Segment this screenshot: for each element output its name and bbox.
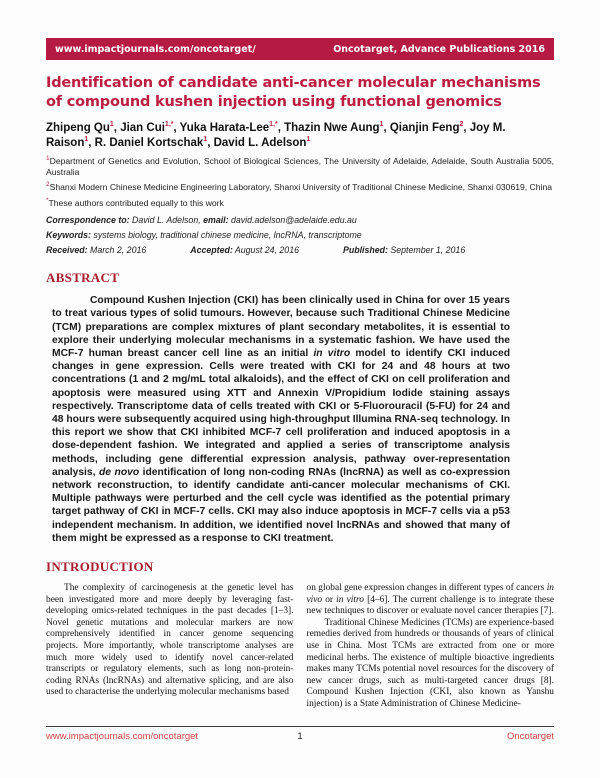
abstract-text: Compound Kushen Injection (CKI) has been clinically used in China for over 15 years to treat various types of solid tumours. However, because such Traditional Chinese Medicine (TCM) preparations are complex mixtures of plant secondary metabolites, it is essential to explore their underlying molecular mechanisms in a systematic fashion. We have used the MCF-7 human breast cancer cell line as an initial in vitro model to identify CKI induced changes in gene expression. Cells were treated with CKI for 24 and 48 hours at two concentrations (1 and 2 mg/mL total alkaloids), and the effect of CKI on cell proliferation and apoptosis were measured using XTT and Annexin V/Propidium Iodide staining assays respectively. Transcriptome data of cells treated with CKI or 5-Fluorouracil (5-FU) for 24 and 48 hours were subsequently acquired using high-throughput Illumina RNA-seq technology. In this report we show that CKI inhibited MCF-7 cell proliferation and induced apoptosis in a dose-dependent fashion. We integrated and applied a series of transcriptome analysis methods, including gene differential expression analysis, pathway over-representation analysis, de novo identification of long non-coding RNAs (lncRNA) as well as co-expression network reconstruction, to identify candidate anti-cancer molecular mechanisms of CKI. Multiple pathways were perturbed and the cell cycle was identified as the potential primary target pathway of CKI in MCF-7 cells. CKI may also induce apoptosis in MCF-7 cells via a p53 independent mechanism. In addition, we identified novel lncRNAs and showed that many of them might be expressed as a response to CKI treatment.	[52, 295, 510, 544]
author-affiliation-marker: 1	[306, 135, 311, 143]
journal-header-bar	[46, 38, 554, 60]
abstract-heading: ABSTRACT	[46, 270, 120, 286]
affiliations-list	[46, 156, 554, 208]
footer-rule	[46, 726, 554, 727]
right-column	[307, 583, 555, 711]
author-affiliation-marker: 1	[109, 121, 114, 129]
affiliation-line: $^2$Shanxi Modern Chinese Medicine Engineering Laboratory, Shanxi University of Traditional Chinese Medicine, Shanxi 030619, China	[46, 181, 553, 192]
page-number: 1	[297, 731, 303, 742]
footer-journal-label: Oncotarget	[507, 731, 554, 742]
author-affiliation-marker: 1,*	[164, 121, 174, 129]
author-affiliation-marker: 1	[84, 135, 89, 143]
date-item: Received: March 2, 2016	[46, 245, 147, 256]
dates-line	[46, 246, 554, 256]
author-affiliation-marker: 1	[379, 121, 384, 129]
article-meta	[46, 216, 554, 256]
footer-url-link[interactable]: www.impactjournals.com/oncotarget	[46, 731, 199, 742]
affiliation-line: $^1$Department of Genetics and Evolution, School of Biological Sciences, The University of Adelaide, Adelaide, South Australia 5005, Australia	[46, 155, 554, 177]
left-column	[46, 583, 294, 711]
two-column-body	[46, 583, 554, 711]
header-journal-label: Oncotarget, Advance Publications 2016	[333, 43, 545, 55]
author-affiliation-marker: 1	[203, 135, 208, 143]
keywords-line: Keywords: systems biology, traditional chinese medicine, lncRNA, transcriptome	[46, 230, 362, 241]
date-item: Published: September 1, 2016	[342, 245, 466, 256]
date-item: Accepted: August 24, 2016	[190, 245, 299, 256]
body-paragraph: on global gene expression changes in different types of cancers in vivo or in vitro [4–6]. The current challenge is to integrate these new techniques to discover or evaluate novel cancer therapies [7].	[306, 582, 555, 617]
body-paragraph: The complexity of carcinogenesis at the genetic level has been investigated more and more deeply by leveraging fast-developing omics-related techniques in the past decades [1–3]. Novel genetic mutations and molecular markers are now comprehensively identified in cancer genome sequencing projects. More importantly, whole transcriptome analyses are much more widely used to identify novel cancer-related transcripts or regulatory elements, such as long non-protein-coding RNAs (lncRNAs) and alternative splicing, and are also used to characterise the underlying molecular mechanisms based	[46, 582, 294, 698]
author-affiliation-marker: 2	[459, 121, 464, 129]
body-paragraph: Traditional Chinese Medicines (TCMs) are experience-based remedies derived from hundreds or thousands of years of clinical use in China. Most TCMs are extracted from one or more medicinal herbs. The existence of multiple bioactive ingredients makes many TCMs potential novel resources for the discovery of new cancer drugs, such as multi-targeted cancer drugs [8]. Compound Kushen Injection (CKI, also known as Yanshu injection) is a State Administration of Chinese Medicine-	[306, 617, 554, 709]
page-footer	[46, 731, 554, 742]
article-title: Identification of candidate anti-cancer molecular mechanisms of compound kushen injection using functional genomics	[46, 75, 541, 110]
author-line: Zhipeng Qu$^1$, Jian Cui$^{1,*}$, Yuka Harata-Lee$^{1,*}$, Thazin Nwe Aung$^1$, Qianjin Feng$^2$, Joy M. Raison$^1$, R. Daniel Kortschak$^1$, David L. Adelson$^1$	[46, 121, 506, 149]
introduction-heading: INTRODUCTION	[46, 558, 154, 574]
affiliation-line: *These authors contributed equally to this work	[46, 196, 224, 208]
correspondence-line[interactable]: Correspondence to: David L. Adelson, email: david.adelson@adelaide.edu.au	[46, 215, 357, 225]
author-affiliation-marker: 1,*	[269, 121, 278, 129]
header-url-link[interactable]: www.impactjournals.com/oncotarget/	[55, 43, 256, 55]
